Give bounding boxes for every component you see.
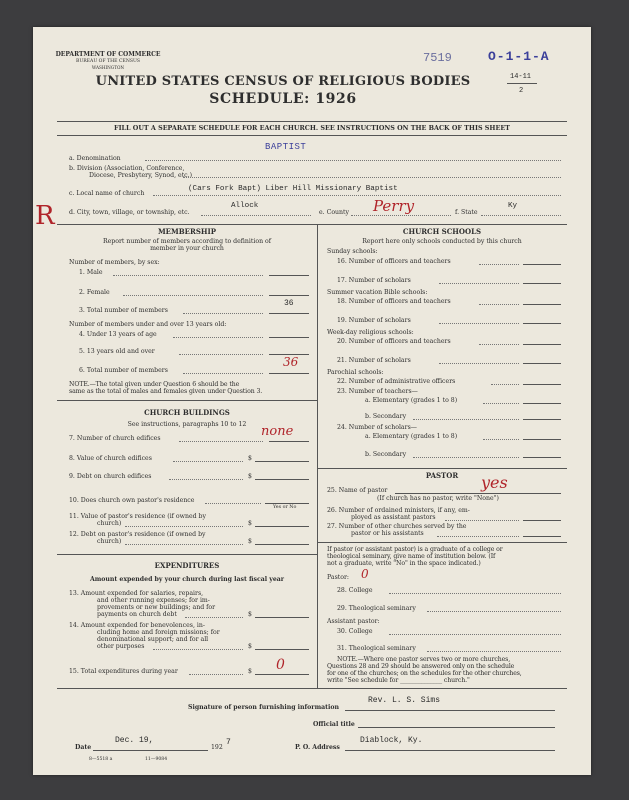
q7-label: 7. Number of church edifices bbox=[69, 435, 161, 442]
q30-line[interactable] bbox=[389, 634, 561, 635]
q14-label-3: denominational support; and for all bbox=[97, 636, 209, 643]
q2-female-label: 2. Female bbox=[79, 289, 110, 296]
q7-dots bbox=[179, 441, 263, 442]
denomination-value: BAPTIST bbox=[265, 142, 307, 152]
q23a-dots bbox=[483, 403, 519, 404]
q19-dots bbox=[439, 323, 519, 324]
q1-dots bbox=[113, 275, 263, 276]
q3-total-label: 3. Total number of members bbox=[79, 307, 168, 314]
classification-code: O-1-1-A bbox=[488, 49, 550, 64]
county-value: Perry bbox=[373, 197, 415, 215]
q21-label: 21. Number of scholars bbox=[337, 357, 411, 364]
pastor-heading: PASTOR bbox=[425, 471, 459, 480]
q8-answer[interactable] bbox=[255, 461, 309, 462]
q16-label: 16. Number of officers and teachers bbox=[337, 258, 451, 265]
q22-label: 22. Number of administrative officers bbox=[337, 378, 456, 385]
date-line[interactable] bbox=[93, 750, 208, 751]
year-prefix: 192 bbox=[211, 744, 223, 751]
local-name-value: (Cars Fork Bapt) Liber Hill Missionary Baptist bbox=[188, 185, 398, 193]
q4-under-label: 4. Under 13 years of age bbox=[79, 331, 157, 338]
q8-dots bbox=[173, 461, 243, 462]
code-sub-2: 2 bbox=[519, 87, 524, 95]
signature-label: Signature of person furnishing information bbox=[188, 704, 339, 711]
q27-dots bbox=[437, 536, 519, 537]
code-sub-1: 14-11 bbox=[510, 73, 532, 81]
membership-note: NOTE.—The total given under Question 6 should be the bbox=[69, 381, 240, 388]
q24b-label: b. Secondary bbox=[365, 451, 407, 458]
membership-heading: MEMBERSHIP bbox=[157, 227, 217, 236]
county-line bbox=[351, 215, 451, 216]
q6-answer[interactable] bbox=[269, 373, 309, 374]
q5-over-label: 5. 13 years old and over bbox=[79, 348, 155, 355]
instruction-line: FILL OUT A SEPARATE SCHEDULE FOR EACH CHURCH. SEE INSTRUCTIONS ON THE BACK OF THIS SHEET bbox=[114, 124, 510, 132]
buildings-heading: CHURCH BUILDINGS bbox=[144, 408, 230, 417]
pastor-education-value: 0 bbox=[361, 567, 369, 581]
date-label: Date bbox=[75, 744, 92, 751]
q15-label: 15. Total expenditures during year bbox=[69, 668, 178, 675]
graduate-instruction-2: theological seminary, give name of institution below. (If bbox=[327, 553, 496, 560]
signature-value: Rev. L. S. Sims bbox=[368, 696, 441, 705]
county-label: e. County bbox=[319, 209, 350, 216]
q11-label-2: church) bbox=[97, 520, 122, 527]
q13-label: 13. Amount expended for salaries, repairs, bbox=[69, 590, 204, 597]
q13-dollar: $ bbox=[248, 611, 252, 618]
q19-label: 19. Number of scholars bbox=[337, 317, 411, 324]
q25-value: yes bbox=[481, 473, 508, 492]
po-address-value: Diablock, Ky. bbox=[360, 736, 423, 745]
q22-dots bbox=[491, 384, 519, 385]
q23b-label: b. Secondary bbox=[365, 413, 407, 420]
city-label: WASHINGTON bbox=[91, 65, 125, 70]
q23b-dots bbox=[413, 419, 519, 420]
members-by-sex-label: Number of members, by sex: bbox=[69, 259, 160, 266]
pastor-subheading: Pastor: bbox=[327, 574, 350, 581]
official-title-label: Official title bbox=[313, 721, 355, 728]
division-label: b. Division (Association, Conference, bbox=[69, 165, 185, 172]
denomination-label: a. Denomination bbox=[69, 155, 121, 162]
state-value: Ky bbox=[508, 202, 518, 210]
membership-intro-2: member in your church bbox=[150, 245, 224, 252]
stamp-number: 7519 bbox=[423, 51, 452, 65]
signature-line[interactable] bbox=[345, 710, 555, 711]
q13-answer[interactable] bbox=[255, 617, 309, 618]
q10-label: 10. Does church own pastor's residence bbox=[69, 497, 195, 504]
q22-answer[interactable] bbox=[523, 384, 561, 385]
q28-line[interactable] bbox=[389, 593, 561, 594]
instruction-rule-top bbox=[57, 121, 567, 122]
division-line bbox=[183, 177, 561, 178]
expenditures-heading: EXPENDITURES bbox=[154, 561, 220, 570]
q17-answer[interactable] bbox=[523, 283, 561, 284]
expenditures-rule bbox=[57, 554, 317, 555]
q8-dollar: $ bbox=[248, 455, 252, 462]
q26-answer[interactable] bbox=[523, 520, 561, 521]
sunday-schools-label: Sunday schools: bbox=[327, 248, 378, 255]
q15-answer[interactable] bbox=[255, 674, 309, 675]
q14-label-4: other purposes bbox=[97, 643, 145, 650]
q3-total-value: 36 bbox=[284, 299, 294, 308]
local-name-line bbox=[153, 195, 561, 196]
denomination-line bbox=[145, 160, 561, 161]
q8-label: 8. Value of church edifices bbox=[69, 455, 152, 462]
q17-label: 17. Number of scholars bbox=[337, 277, 411, 284]
q13-label-3: provements or new buildings; and for bbox=[97, 604, 216, 611]
q19-answer[interactable] bbox=[523, 323, 561, 324]
q26-label-2: ployed as assistant pastors bbox=[351, 514, 436, 521]
pastor-note: NOTE.—Where one pastor serves two or more churches, bbox=[337, 656, 511, 663]
q6-total-label: 6. Total number of members bbox=[79, 367, 168, 374]
weekday-schools-label: Week-day religious schools: bbox=[327, 329, 414, 336]
pastor-rule bbox=[317, 468, 567, 469]
q21-answer[interactable] bbox=[523, 363, 561, 364]
graduate-instruction-3: not a graduate, write "No" in the space indicated.) bbox=[327, 560, 481, 567]
q18-label: 18. Number of officers and teachers bbox=[337, 298, 451, 305]
q7-answer[interactable] bbox=[269, 441, 309, 442]
q11-label: 11. Value of pastor's residence (if owned by bbox=[69, 513, 206, 520]
membership-note-2: same as the total of males and females given under Question 3. bbox=[69, 388, 263, 395]
q15-dots bbox=[189, 674, 243, 675]
q9-dots bbox=[169, 479, 243, 480]
form-title: UNITED STATES CENSUS OF RELIGIOUS BODIES bbox=[95, 74, 471, 89]
q5-dots bbox=[179, 354, 263, 355]
summer-schools-label: Summer vacation Bible schools: bbox=[327, 289, 428, 296]
q20-answer[interactable] bbox=[523, 344, 561, 345]
q24b-answer[interactable] bbox=[523, 457, 561, 458]
q25-answer[interactable] bbox=[395, 493, 561, 494]
city-line bbox=[201, 215, 311, 216]
state-label: f. State bbox=[455, 209, 478, 216]
q23-label: 23. Number of teachers— bbox=[337, 388, 418, 395]
q9-answer[interactable] bbox=[255, 479, 309, 480]
form-number: 8—5518 a bbox=[89, 757, 113, 762]
q20-dots bbox=[479, 344, 519, 345]
department-label: DEPARTMENT OF COMMERCE bbox=[55, 51, 161, 58]
q6-total-value: 36 bbox=[283, 355, 299, 369]
po-address-label: P. O. Address bbox=[295, 744, 340, 751]
q24b-dots bbox=[413, 457, 519, 458]
q28-label: 28. College bbox=[337, 587, 373, 594]
q10-yes-no-hint: Yes or No bbox=[273, 505, 297, 510]
column-divider bbox=[317, 224, 318, 689]
official-title-line[interactable] bbox=[358, 727, 555, 728]
form-number-2: 11—9084 bbox=[145, 757, 168, 762]
q12-dots bbox=[125, 544, 243, 545]
po-address-line[interactable] bbox=[345, 750, 555, 751]
q26-dots bbox=[445, 520, 519, 521]
date-value: Dec. 19, bbox=[115, 736, 154, 745]
q31-line[interactable] bbox=[427, 651, 561, 652]
q24a-label: a. Elementary (grades 1 to 8) bbox=[365, 433, 458, 440]
q20-label: 20. Number of officers and teachers bbox=[337, 338, 451, 345]
q11-dots bbox=[125, 526, 243, 527]
q2-answer[interactable] bbox=[269, 295, 309, 296]
q1-answer[interactable] bbox=[269, 275, 309, 276]
q25-note: (If church has no pastor, write "None") bbox=[377, 495, 499, 502]
q13-label-2: and other running expenses; for im- bbox=[97, 597, 210, 604]
census-schedule-page bbox=[33, 27, 591, 775]
q26-label: 26. Number of ordained ministers, if any, em- bbox=[327, 507, 470, 514]
division-label-2: Diocese, Presbytery, Synod, etc.) bbox=[89, 172, 193, 179]
q10-dots bbox=[205, 503, 261, 504]
expenditures-intro: Amount expended by your church during last fiscal year bbox=[89, 576, 285, 583]
q23a-label: a. Elementary (grades 1 to 8) bbox=[365, 397, 458, 404]
q11-answer[interactable] bbox=[255, 526, 309, 527]
year-value: 7 bbox=[226, 738, 231, 747]
under-over-label: Number of members under and over 13 years old: bbox=[69, 321, 227, 328]
q12-label-2: church) bbox=[97, 538, 122, 545]
q29-line[interactable] bbox=[427, 611, 561, 612]
assistant-subheading: Assistant pastor: bbox=[327, 618, 380, 625]
q24a-dots bbox=[483, 439, 519, 440]
q3-answer[interactable] bbox=[269, 313, 309, 314]
q12-answer[interactable] bbox=[255, 544, 309, 545]
q14-dots bbox=[153, 649, 243, 650]
q31-label: 31. Theological seminary bbox=[337, 645, 416, 652]
q4-answer[interactable] bbox=[269, 337, 309, 338]
q15-value: 0 bbox=[276, 657, 285, 673]
q14-answer[interactable] bbox=[255, 649, 309, 650]
schools-heading: CHURCH SCHOOLS bbox=[402, 227, 482, 236]
q25-label: 25. Name of pastor bbox=[327, 487, 388, 494]
graduate-rule bbox=[317, 542, 567, 543]
footer-rule bbox=[57, 688, 567, 689]
q18-dots bbox=[479, 304, 519, 305]
q4-dots bbox=[173, 337, 263, 338]
q15-dollar: $ bbox=[248, 668, 252, 675]
q29-label: 29. Theological seminary bbox=[337, 605, 416, 612]
q24a-answer[interactable] bbox=[523, 439, 561, 440]
parochial-schools-label: Parochial schools: bbox=[327, 369, 384, 376]
code-divider bbox=[507, 83, 537, 84]
q17-dots bbox=[439, 283, 519, 284]
q13-label-4: payments on church debt bbox=[97, 611, 177, 618]
q14-dollar: $ bbox=[248, 643, 252, 650]
city-label: d. City, town, village, or township, etc. bbox=[69, 209, 190, 216]
state-line bbox=[481, 215, 561, 216]
q1-male-label: 1. Male bbox=[79, 269, 103, 276]
graduate-instruction: If pastor (or assistant pastor) is a graduate of a college or bbox=[327, 546, 503, 553]
buildings-rule bbox=[57, 400, 317, 401]
q2-dots bbox=[123, 295, 263, 296]
q9-label: 9. Debt on church edifices bbox=[69, 473, 152, 480]
instruction-rule-bottom bbox=[57, 135, 567, 136]
q30-label: 30. College bbox=[337, 628, 373, 635]
q7-value: none bbox=[261, 424, 294, 439]
q24-label: 24. Number of scholars— bbox=[337, 424, 417, 431]
q21-dots bbox=[439, 363, 519, 364]
section-rule bbox=[57, 224, 567, 225]
q12-dollar: $ bbox=[248, 538, 252, 545]
q10-answer[interactable] bbox=[265, 503, 309, 504]
bureau-label: BUREAU OF THE CENSUS bbox=[75, 59, 141, 64]
membership-intro: Report number of members according to definition of bbox=[102, 238, 272, 245]
q14-label: 14. Amount expended for benevolences, in- bbox=[69, 622, 205, 629]
city-value: Allock bbox=[231, 202, 259, 210]
schedule-title: SCHEDULE: 1926 bbox=[209, 91, 357, 107]
q27-label-2: pastor or his assistants bbox=[351, 530, 424, 537]
q3-dots bbox=[183, 313, 263, 314]
q13-dots bbox=[185, 617, 243, 618]
schools-intro: Report here only schools conducted by this church bbox=[362, 238, 522, 245]
q9-dollar: $ bbox=[248, 473, 252, 480]
q16-dots bbox=[479, 264, 519, 265]
q12-label: 12. Debt on pastor's residence (if owned by bbox=[69, 531, 206, 538]
buildings-intro: See instructions, paragraphs 10 to 12 bbox=[127, 421, 247, 428]
q23a-answer[interactable] bbox=[523, 403, 561, 404]
q27-label: 27. Number of other churches served by the bbox=[327, 523, 467, 530]
margin-mark: R bbox=[35, 201, 55, 231]
q27-answer[interactable] bbox=[523, 536, 561, 537]
pastor-note-4: write "See schedule for ______________ church." bbox=[327, 677, 470, 684]
pastor-note-3: for one of the churches; on the schedules for the other churches, bbox=[327, 670, 522, 677]
q6-dots bbox=[183, 373, 263, 374]
q11-dollar: $ bbox=[248, 520, 252, 527]
q18-answer[interactable] bbox=[523, 304, 561, 305]
q14-label-2: cluding home and foreign missions; for bbox=[97, 629, 220, 636]
q23b-answer[interactable] bbox=[523, 419, 561, 420]
pastor-note-2: Questions 28 and 29 should be answered only on the schedule bbox=[327, 663, 515, 670]
local-name-label: c. Local name of church bbox=[69, 190, 145, 197]
q16-answer[interactable] bbox=[523, 264, 561, 265]
